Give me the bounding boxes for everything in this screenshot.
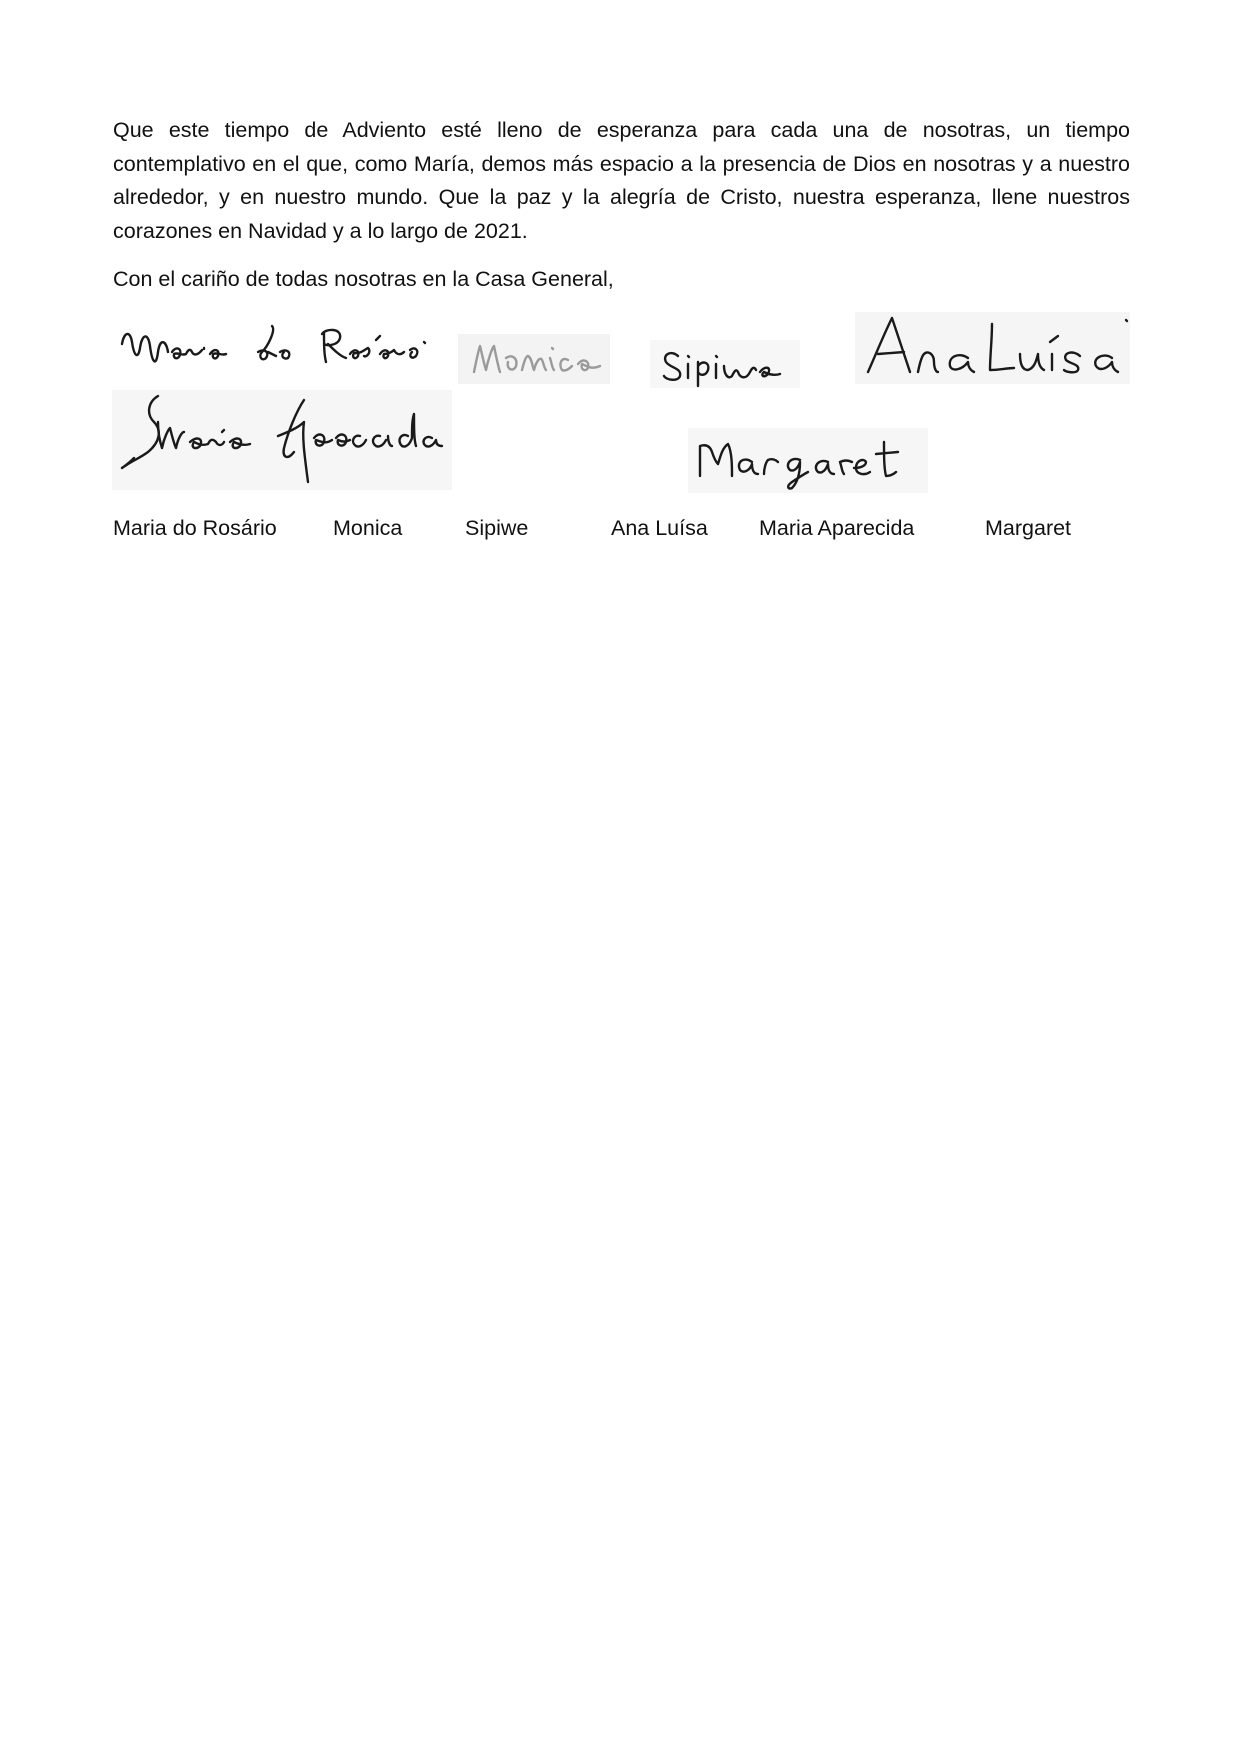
signature-maria-do-rosario	[118, 322, 428, 378]
closing-paragraph: Que este tiempo de Adviento esté lleno de esperanza para cada una de nosotras, un tiempo contemplativo en el que, como María, demos más espacio a la presencia de Dios en nosotras y a nuestro alrededor, y en nuestro mundo. Que la paz y la alegría de Cristo, nuestra esperanza, llene nuestros corazones en Navidad y a lo largo de 2021.	[113, 118, 1130, 243]
printed-name-maria-aparecida: Maria Aparecida	[759, 516, 915, 540]
printed-name-margaret: Margaret	[985, 516, 1072, 540]
greeting-line: Con el cariño de todas nosotras en la Casa General,	[113, 267, 614, 291]
signature-margaret	[694, 432, 924, 492]
signature-monica	[470, 336, 610, 380]
printed-name-ana-luisa: Ana Luísa	[611, 516, 708, 540]
signature-sipiwe	[660, 342, 800, 386]
signature-maria-aparecida	[118, 392, 448, 488]
printed-name-maria-do-rosario: Maria do Rosário	[113, 516, 277, 540]
printed-name-sipiwe: Sipiwe	[465, 516, 529, 540]
signature-ana-luisa	[862, 314, 1132, 382]
printed-name-monica: Monica	[333, 516, 403, 540]
